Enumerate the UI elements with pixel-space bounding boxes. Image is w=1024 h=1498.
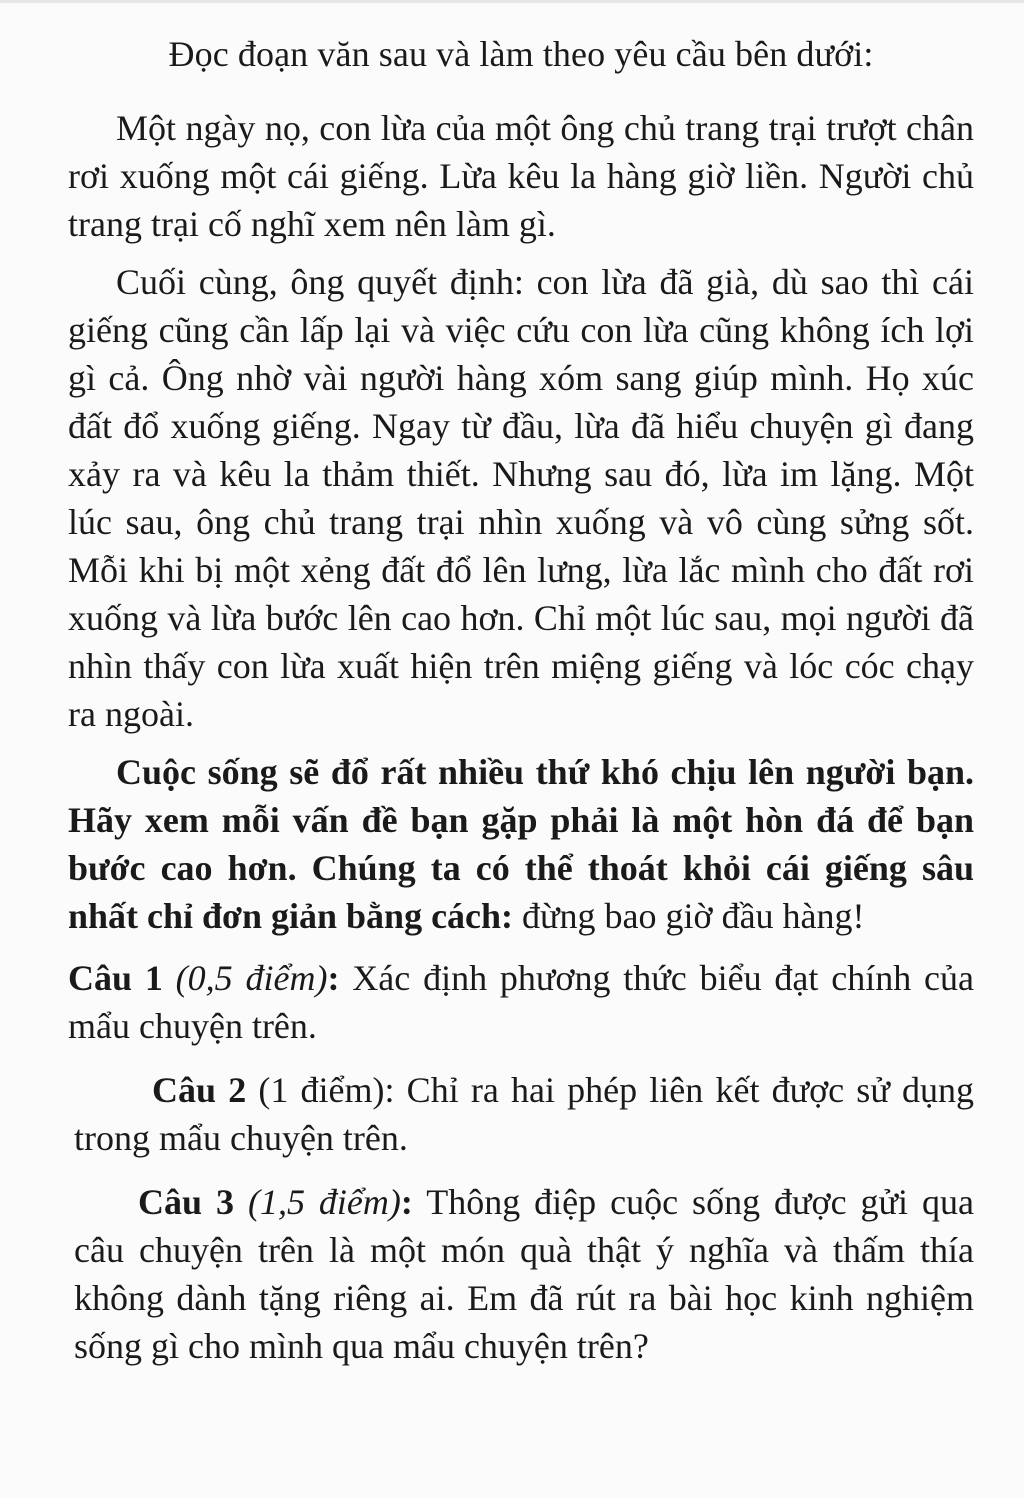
story-paragraph-2: Cuối cùng, ông quyết định: con lừa đã già, dù sao thì cái giếng cũng cần lấp lại và việc cứu con lừa cũng không ích lợi gì cả. Ông nhờ vài người hàng xóm sang giúp mình. Họ xúc đất đổ xuống giếng. Ngay từ đầu, lừa đã hiểu chuyện gì đang xảy ra và kêu la thảm thiết. Nhưng sau đó, lừa im lặng. Một lúc sau, ông chủ trang trại nhìn xuống và vô cùng sửng sốt. Mỗi khi bị một xẻng đất đổ lên lưng, lừa lắc mình cho đất rơi xuống và lừa bước lên cao hơn. Chỉ một lúc sau, mọi người đã nhìn thấy con lừa xuất hiện trên miệng giếng và lóc cóc chạy ra ngoài. <box>68 262 974 734</box>
question-3 <box>68 1178 974 1370</box>
question-1-label: Câu 1 <box>68 958 163 998</box>
question-1-points: (0,5 điểm) <box>162 958 328 998</box>
moral-bold-text: Cuộc sống sẽ đổ rất nhiều thứ khó chịu lên người bạn. Hãy xem mỗi vấn đề bạn gặp phải là một hòn đá để bạn bước cao hơn. Chúng ta có thể thoát khỏi cái giếng sâu nhất chỉ đơn giản bằng cách: <box>68 752 974 936</box>
question-3-points: (1,5 điểm) <box>234 1182 401 1222</box>
instruction-heading: Đọc đoạn văn sau và làm theo yêu cầu bên dưới: <box>168 34 874 74</box>
question-2-label: Câu 2 <box>152 1070 247 1110</box>
question-1 <box>68 954 974 1050</box>
story-paragraph-1: Một ngày nọ, con lừa của một ông chủ trang trại trượt chân rơi xuống một cái giếng. Lừa kêu la hàng giờ liền. Người chủ trang trại cố nghĩ xem nên làm gì. <box>68 108 974 244</box>
question-2 <box>68 1066 974 1162</box>
question-3-text: Thông điệp cuộc sống được gửi qua câu chuyện trên là một món quà thật ý nghĩa và thấm thía không dành tặng riêng ai. Em đã rút ra bài học kinh nghiệm sống gì cho mình qua mẩu chuyện trên? <box>74 1182 974 1366</box>
question-2-text: Chỉ ra hai phép liên kết được sử dụng trong mẩu chuyện trên. <box>74 1070 975 1158</box>
moral-rest-text: đừng bao giờ đầu hàng! <box>513 896 865 936</box>
question-2-points: (1 điểm): <box>246 1070 395 1110</box>
story-moral <box>68 748 974 940</box>
top-divider <box>0 0 1024 3</box>
question-3-label: Câu 3 <box>138 1182 234 1222</box>
question-1-colon: : <box>327 958 340 998</box>
question-1-text: Xác định phương thức biểu đạt chính của mẩu chuyện trên. <box>68 958 974 1046</box>
question-3-colon: : <box>400 1182 413 1222</box>
